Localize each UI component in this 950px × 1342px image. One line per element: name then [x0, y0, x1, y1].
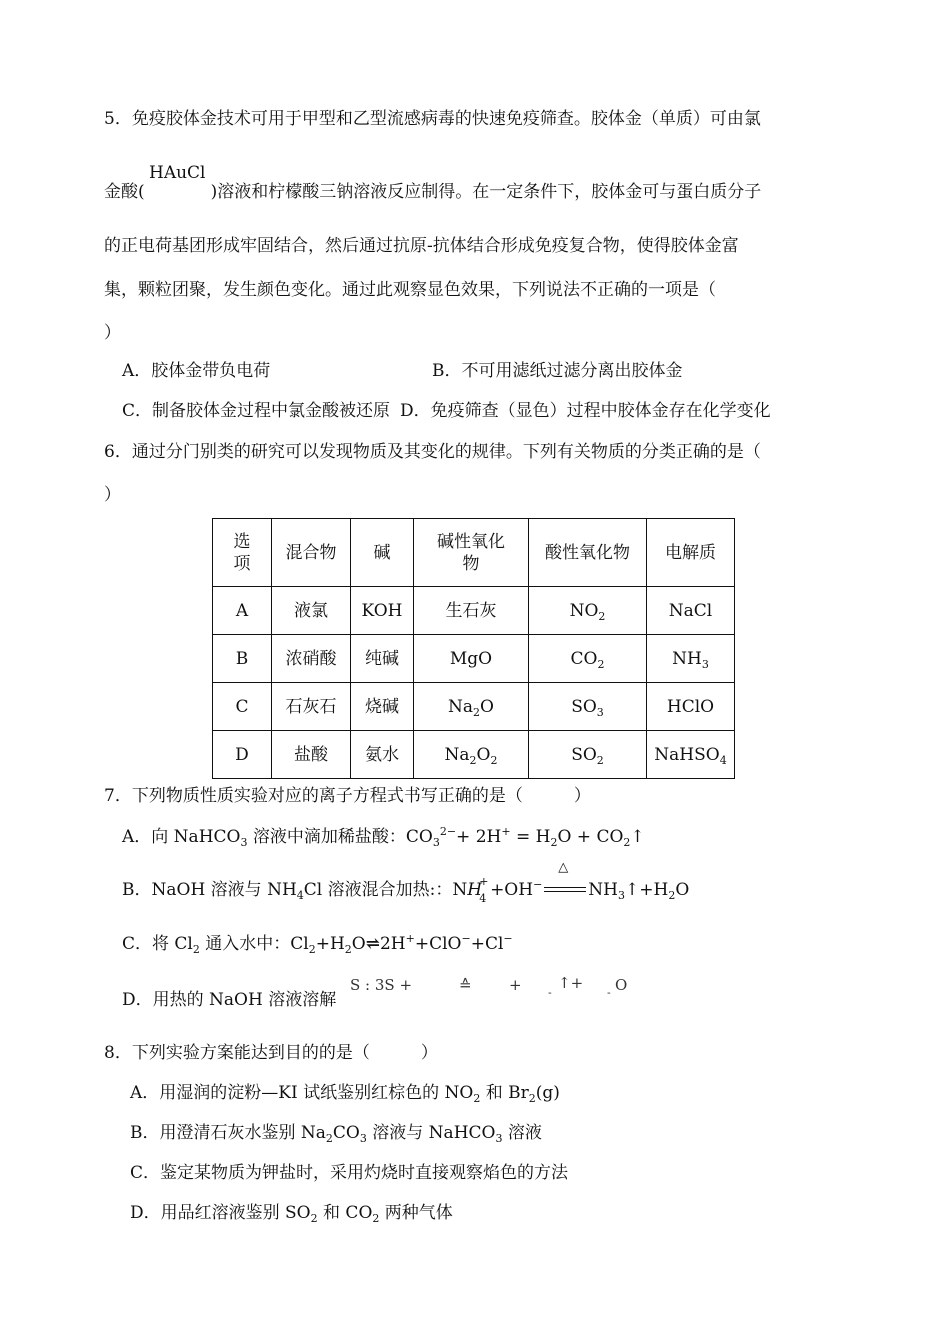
q7-option-d: D．用热的 NaOH 溶液溶解	[122, 990, 337, 1010]
q7-option-b: B．NaOH 溶液与 $NH_4Cl$ 溶液混合加热:：NH + 4 +OH− △ $NH_3↑+H_2O$	[122, 860, 690, 905]
table-row	[213, 587, 735, 635]
cell-basic-oxide: $Na_2O$	[414, 683, 529, 731]
header-option: 选项	[213, 519, 272, 587]
cell-acidic-oxide: $NO_2$	[529, 587, 647, 635]
header-basic-oxide: 碱性氧化物	[414, 519, 529, 587]
q5-option-a: A．胶体金带负电荷	[122, 361, 271, 381]
header-base: 碱	[351, 519, 414, 587]
cell-electrolyte: HClO	[647, 683, 735, 731]
q7-option-a: A．向 NaHCO$_3$ 溶液中滴加稀盐酸：$CO_3^{2-}+ 2H^+ = H_2O$ + $CO_2↑$	[122, 825, 645, 849]
table-row	[213, 683, 735, 731]
q5-line1: 5．免疫胶体金技术可用于甲型和乙型流感病毒的快速免疫筛查。胶体金（单质）可由氯	[104, 109, 761, 129]
equilibrium-arrow-icon: ⇌	[365, 934, 380, 954]
header-acidic-oxide: 酸性氧化物	[529, 519, 647, 587]
q5-line5: ）	[104, 323, 121, 343]
q7-d-fragment-1: S : 3S +	[350, 976, 413, 994]
q5-option-c: C．制备胶体金过程中氯金酸被还原	[122, 401, 391, 421]
cell-electrolyte: $NH_3$	[647, 635, 735, 683]
q8-option-b: B．用澄清石灰水鉴别 $Na_2CO_3$ 溶液与 NaHCO$_3$ 溶液	[130, 1123, 542, 1145]
q6-line2: ）	[104, 485, 121, 505]
cell-basic-oxide: $Na_2O_2$	[414, 731, 529, 779]
cell-electrolyte: NaHSO$_4$	[647, 731, 735, 779]
q8-option-c: C．鉴定某物质为钾盐时，采用灼烧时直接观察焰色的方法	[130, 1163, 569, 1183]
table-row	[213, 635, 735, 683]
q7-d-fragment-3: +	[509, 976, 522, 994]
q7-d-fragment-dash: -	[548, 986, 552, 999]
cell-option: C	[213, 683, 272, 731]
header-mixture: 混合物	[272, 519, 351, 587]
cell-acidic-oxide: $SO_3$	[529, 683, 647, 731]
heat-equals-sign: △	[542, 879, 588, 901]
q8-option-d: D．用品红溶液鉴别 $SO_2$ 和 $CO_2$ 两种气体	[130, 1203, 453, 1225]
cell-mixture: 液氯	[272, 587, 351, 635]
cell-option: A	[213, 587, 272, 635]
q5-line4: 集，颗粒团聚，发生颜色变化。通过此观察显色效果，下列说法不正确的一项是（	[104, 280, 716, 300]
header-electrolyte: 电解质	[647, 519, 735, 587]
cell-basic-oxide: MgO	[414, 635, 529, 683]
cell-mixture: 盐酸	[272, 731, 351, 779]
q7-d-fragment-5: O	[615, 976, 628, 994]
cell-basic-oxide: 生石灰	[414, 587, 529, 635]
q7-d-fragment-dash-2: -	[607, 986, 611, 999]
cell-option: D	[213, 731, 272, 779]
q5-option-d: D．免疫筛查（显色）过程中胶体金存在化学变化	[400, 401, 771, 421]
q6-line1: 6．通过分门别类的研究可以发现物质及其变化的规律。下列有关物质的分类正确的是（	[104, 442, 761, 462]
cell-base: 纯碱	[351, 635, 414, 683]
q7-option-c: C．将 $Cl_2$ 通入水中：$Cl_2+H_2O\rightleftharpoons 2H^++ClO^-+Cl^-$	[122, 932, 513, 956]
q8-option-a: A．用湿润的淀粉—KI 试纸鉴别红棕色的 $NO_2$ 和 $Br_2(g)$	[130, 1083, 560, 1105]
cell-base: 烧碱	[351, 683, 414, 731]
q8-stem: 8．下列实验方案能达到目的的是（ ）	[104, 1043, 438, 1063]
cell-acidic-oxide: $SO_2$	[529, 731, 647, 779]
table-header-row	[213, 519, 735, 587]
q5-line3: 的正电荷基团形成牢固结合，然后通过抗原-抗体结合形成免疫复合物，使得胶体金富	[104, 236, 739, 256]
q5-formula: HAuCl	[149, 163, 206, 183]
q7-d-fragment-4: ↑+	[558, 974, 584, 992]
cell-mixture: 石灰石	[272, 683, 351, 731]
cell-acidic-oxide: $CO_2$	[529, 635, 647, 683]
cell-option: B	[213, 635, 272, 683]
q7-d-fragment-2: ≙	[459, 976, 472, 994]
cell-base: KOH	[351, 587, 414, 635]
table-row	[213, 731, 735, 779]
cell-electrolyte: NaCl	[647, 587, 735, 635]
cell-mixture: 浓硝酸	[272, 635, 351, 683]
q7-stem: 7．下列物质性质实验对应的离子方程式书写正确的是（ ）	[104, 786, 591, 806]
cell-base: 氨水	[351, 731, 414, 779]
q5-line2: 金酸( )溶液和柠檬酸三钠溶液反应制得。在一定条件下，胶体金可与蛋白质分子	[104, 182, 762, 202]
classification-table	[212, 518, 735, 779]
q5-option-b: B．不可用滤纸过滤分离出胶体金	[432, 361, 683, 381]
